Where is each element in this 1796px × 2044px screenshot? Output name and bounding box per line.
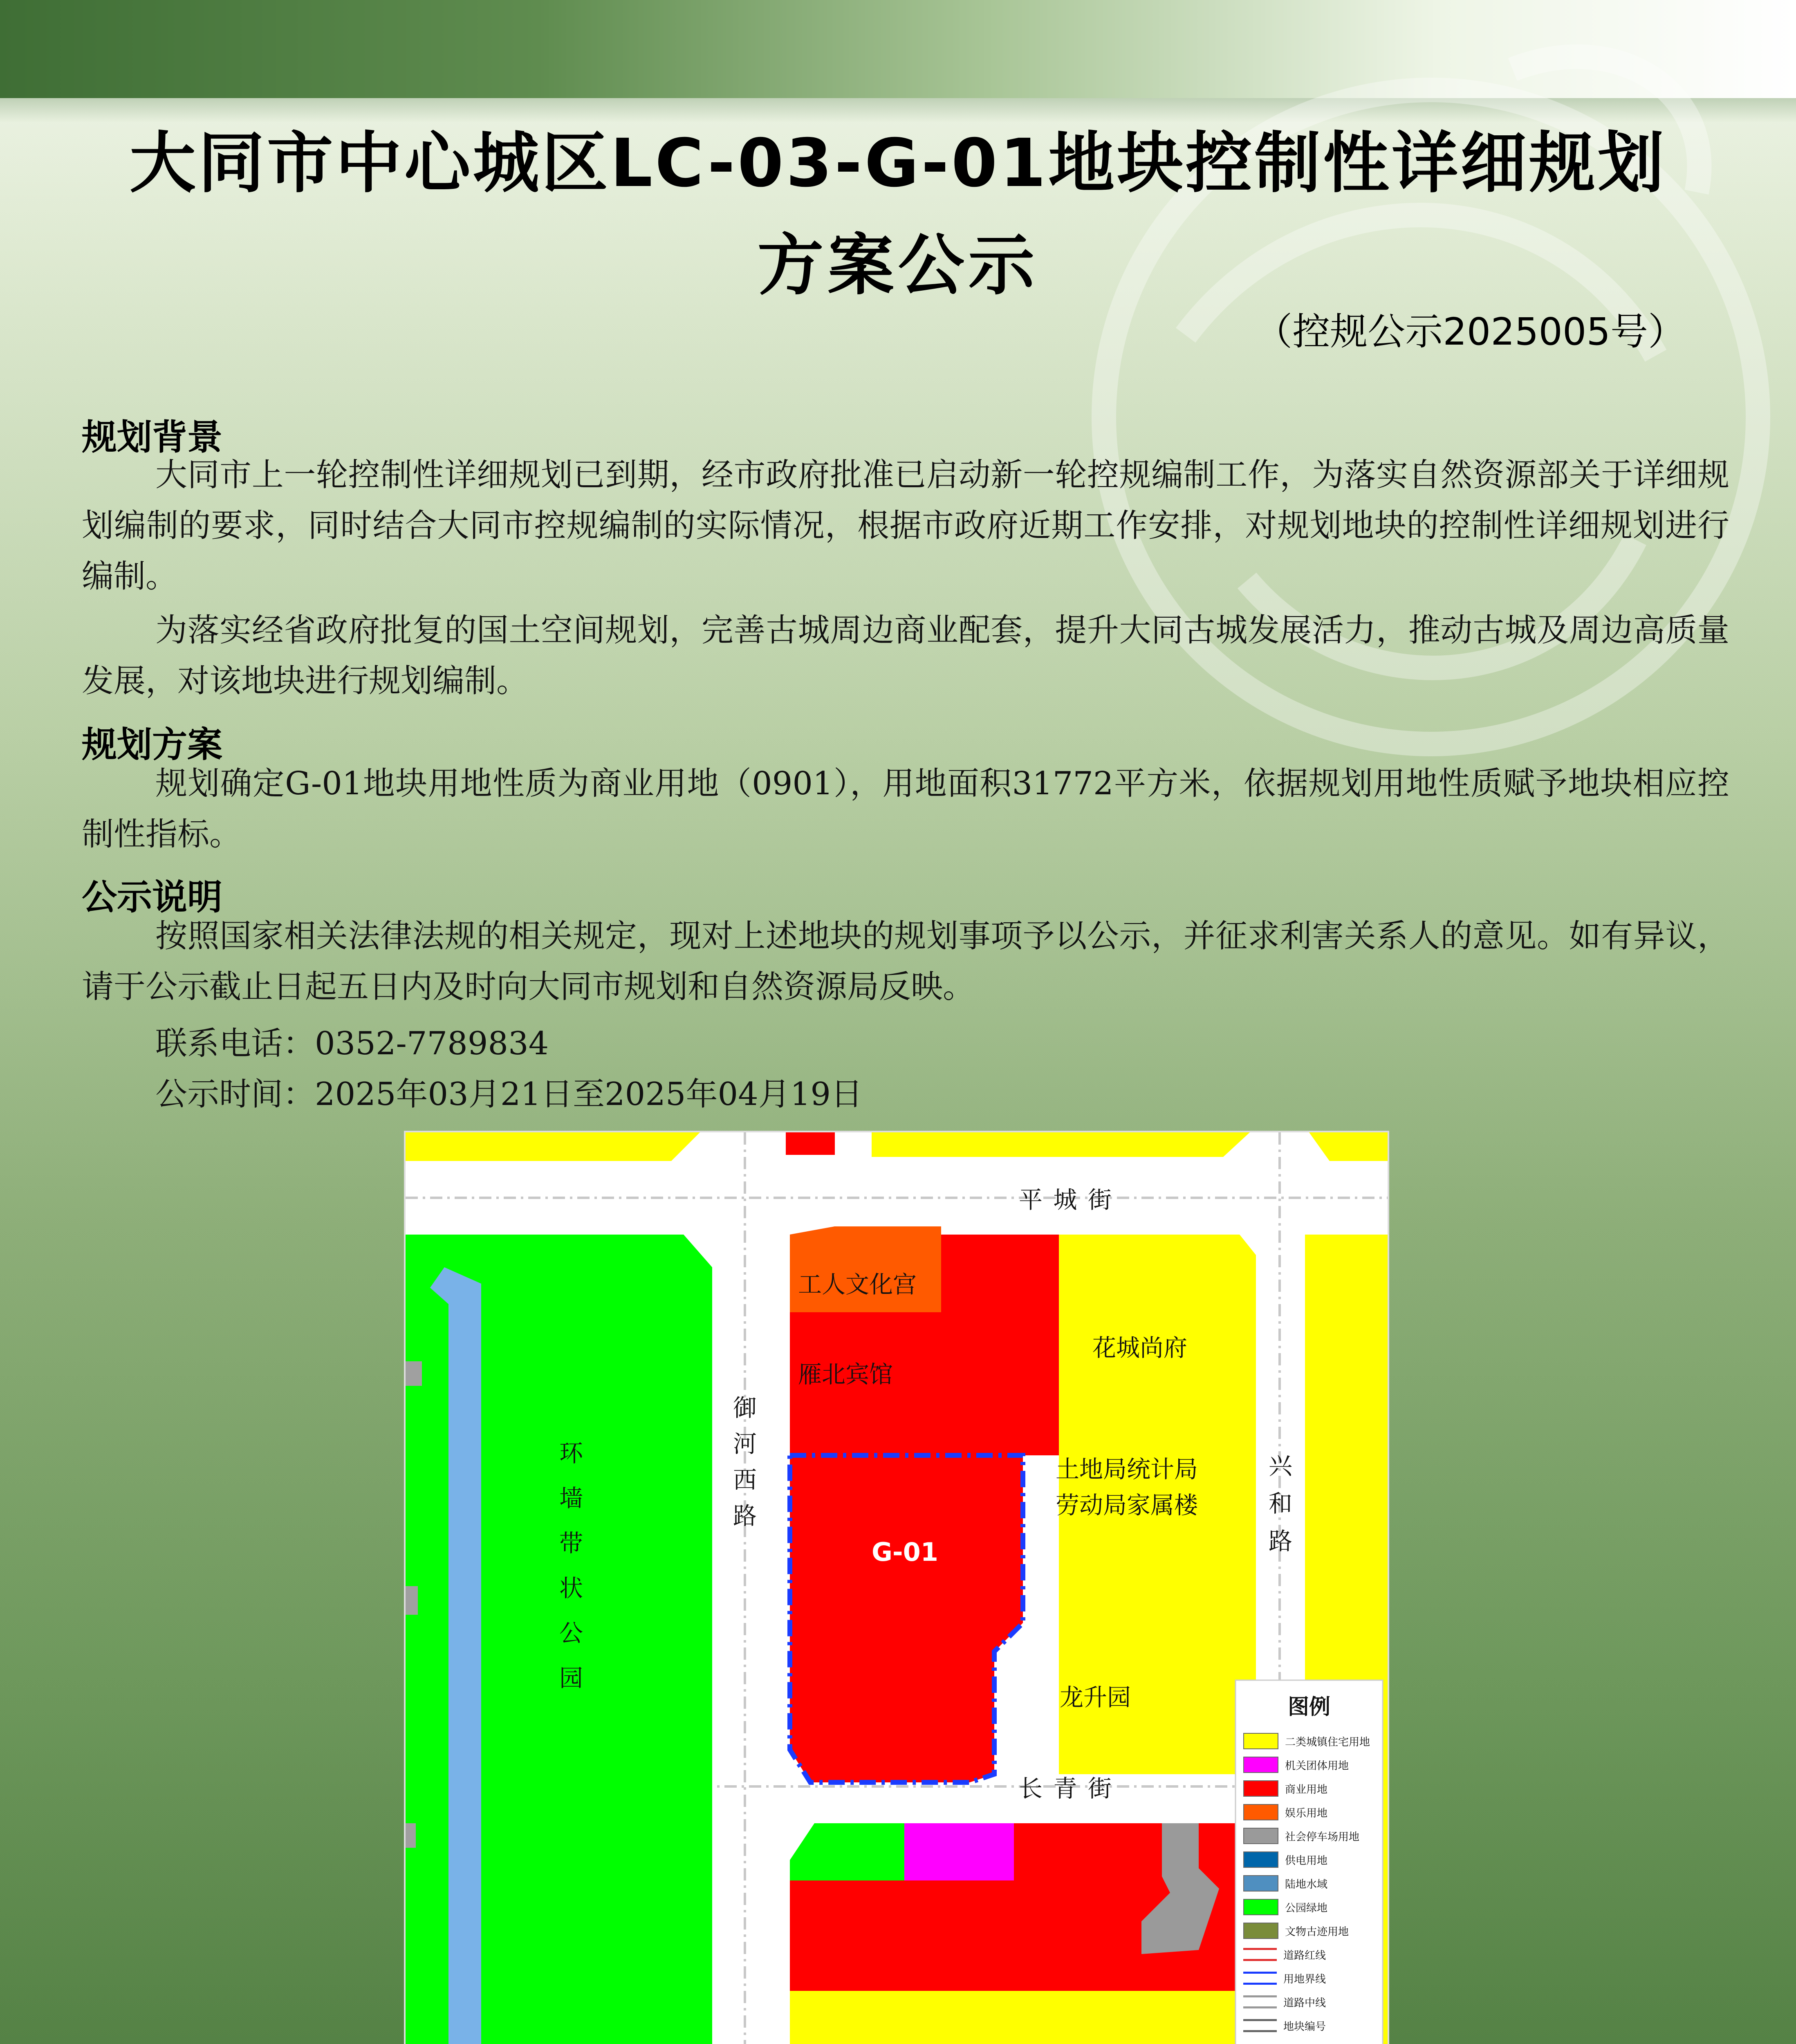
legend-item (1243, 1753, 1381, 1777)
legend-swatch (1243, 1972, 1277, 1985)
legend-swatch (1243, 1948, 1277, 1961)
road-label-yuhe: 御 河 西 路 (733, 1394, 757, 1530)
section-heading-notice: 公示说明 (82, 877, 222, 918)
parcel-residential-top-left (406, 1132, 700, 1161)
legend-swatch (1243, 1899, 1278, 1915)
legend-label: 二类城镇住宅用地 (1285, 1736, 1370, 1748)
label-tudi: 土地局统计局 劳动局家属楼 (1056, 1455, 1198, 1519)
park-small-grey-3 (406, 1823, 416, 1848)
legend-label: 道路红线 (1283, 1949, 1326, 1962)
legend-swatch (1243, 1733, 1278, 1749)
section-heading-background: 规划背景 (82, 417, 222, 458)
legend-label: 公园绿地 (1285, 1902, 1328, 1914)
legend-item (1243, 1729, 1381, 1753)
notice-paragraph: 按照国家相关法律法规的相关规定，现对上述地块的规划事项予以公示，并征求利害关系人的意见。如有异议，请于公示截止日起五日内及时向大同市规划和自然资源局反映。 (82, 918, 1729, 1005)
legend-item (1243, 1943, 1381, 1966)
legend-item (1243, 1966, 1381, 1990)
legend-title: 图例 (1287, 1695, 1330, 1719)
parcel-commercial-top (786, 1132, 835, 1155)
notice-period: 公示时间：2025年03月21日至2025年04月19日 (155, 1076, 863, 1113)
page-title: 大同市中心城区LC-03-G-01地块控制性详细规划 (129, 125, 1667, 202)
parcel-residential-top-mid (872, 1132, 1250, 1157)
legend-swatch (1243, 1851, 1278, 1868)
label-huacheng: 花城尚府 (1092, 1334, 1188, 1362)
road-label-changqing: 长 青 街 (1019, 1775, 1113, 1802)
park-small-grey-1 (406, 1361, 422, 1386)
legend-swatch (1243, 1828, 1278, 1844)
label-yanbei: 雁北宾馆 (798, 1360, 893, 1388)
label-longsheng: 龙升园 (1060, 1683, 1131, 1711)
legend-list (1238, 1729, 1381, 2037)
legend-item (1243, 1848, 1381, 1871)
parcel-residential-south (790, 1991, 1256, 2044)
legend-label: 供电用地 (1285, 1854, 1328, 1867)
legend (1238, 1682, 1381, 2037)
legend-swatch (1243, 1923, 1278, 1939)
legend-item (1243, 1800, 1381, 1824)
legend-label: 娱乐用地 (1285, 1807, 1328, 1820)
legend-item (1243, 2014, 1381, 2037)
legend-swatch (1243, 1804, 1278, 1820)
legend-item (1243, 1990, 1381, 2014)
page-subtitle: 方案公示 (757, 227, 1039, 304)
contact-phone: 联系电话：0352-7789834 (155, 1025, 549, 1062)
legend-item (1243, 1871, 1381, 1895)
legend-label: 地块编号 (1283, 2020, 1326, 2033)
legend-label: 社会停车场用地 (1285, 1831, 1360, 1843)
park-label: 环 墙 带 状 公 园 (559, 1439, 583, 1692)
legend-swatch (1243, 1995, 1277, 2008)
section-heading-plan: 规划方案 (82, 724, 222, 765)
legend-label: 机关团体用地 (1285, 1759, 1349, 1772)
road-label-xinghe: 兴 和 路 (1268, 1452, 1292, 1555)
background-paragraph-1: 大同市上一轮控制性详细规划已到期，经市政府批准已启动新一轮控规编制工作，为落实自然资源部关于详细规划编制的要求，同时结合大同市控规编制的实际情况，根据市政府近期工作安排，对规划地块的控制性详细规划进行编制。 (82, 457, 1729, 595)
legend-label: 商业用地 (1285, 1783, 1328, 1796)
doc-number: （控规公示2025005号） (1255, 310, 1686, 354)
background-paragraph-2: 为落实经省政府批复的国土空间规划，完善古城周边商业配套，提升大同古城发展活力，推动古城及周边高质量发展，对该地块进行规划编制。 (82, 612, 1729, 699)
legend-item (1243, 1777, 1381, 1800)
legend-item (1243, 1824, 1381, 1848)
legend-label: 文物古迹用地 (1285, 1925, 1349, 1938)
parcel-g01 (790, 1455, 1023, 1782)
parcel-institution-south (904, 1823, 1014, 1880)
park-small-grey-2 (406, 1586, 418, 1615)
road-label-pingcheng: 平 城 街 (1019, 1186, 1113, 1214)
label-parcel-g01: G-01 (872, 1537, 938, 1567)
legend-item (1243, 1919, 1381, 1943)
legend-swatch (1243, 1757, 1278, 1773)
legend-label: 用地界线 (1283, 1973, 1326, 1986)
legend-swatch (1243, 1780, 1278, 1797)
legend-label: 道路中线 (1283, 1997, 1326, 2009)
legend-label: 陆地水域 (1285, 1878, 1328, 1891)
legend-item (1243, 1895, 1381, 1919)
land-use-map (404, 1131, 1389, 2044)
legend-swatch (1243, 2019, 1277, 2032)
plan-paragraph: 规划确定G-01地块用地性质为商业用地（0901），用地面积31772平方米，依据规划用地性质赋予地块相应控制性指标。 (82, 765, 1729, 853)
label-gongren: 工人文化宫 (798, 1271, 917, 1298)
legend-swatch (1243, 1875, 1278, 1892)
